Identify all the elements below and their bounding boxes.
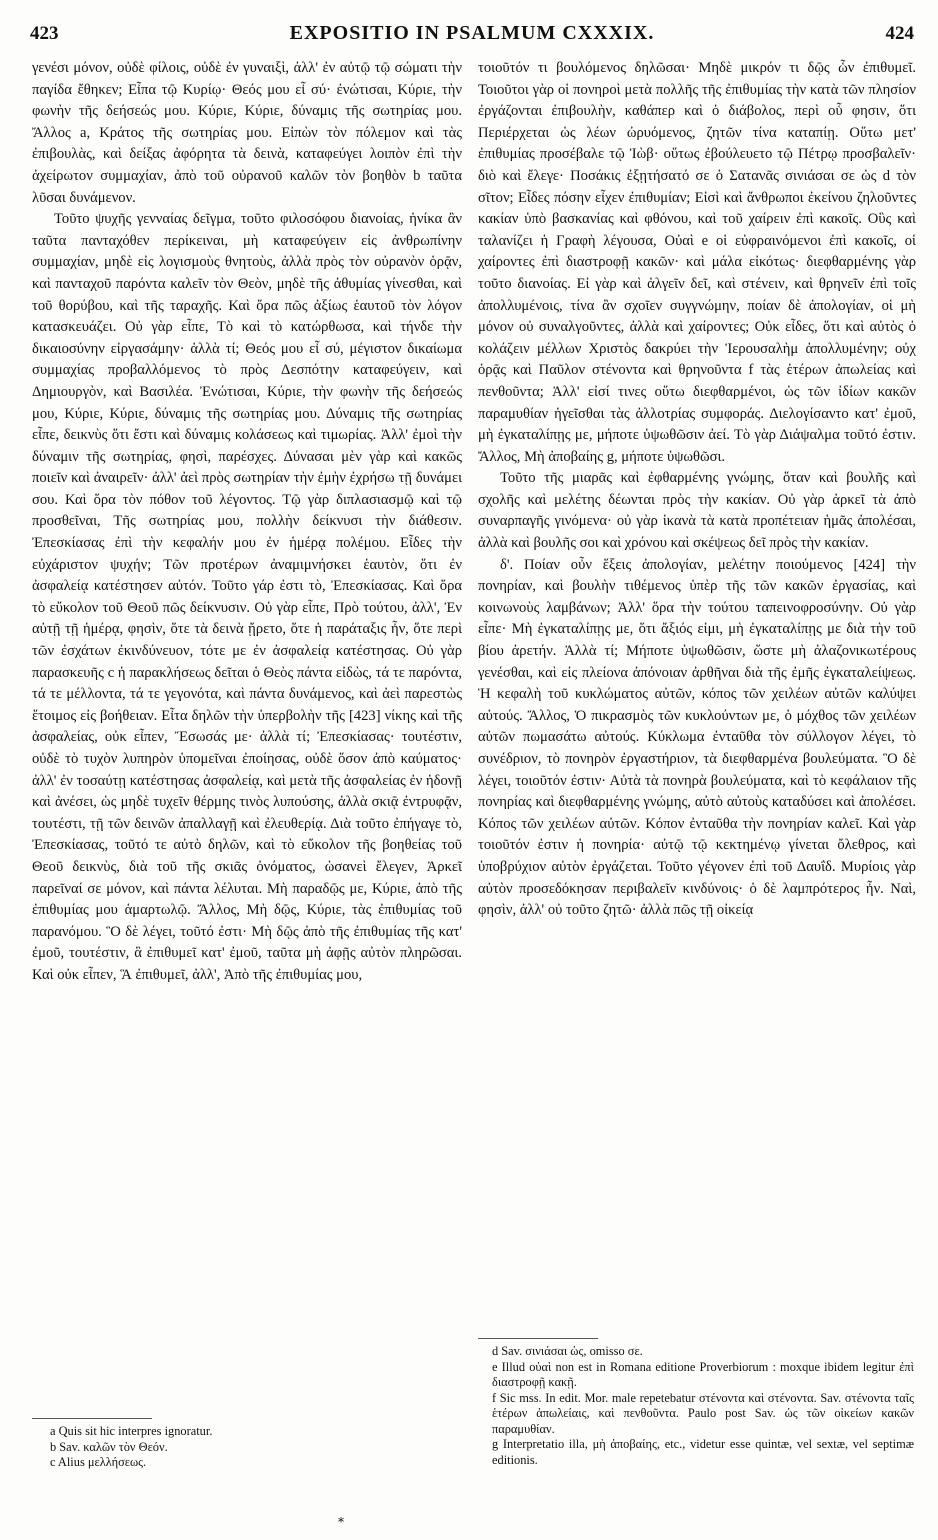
- footnote-c: c Alius μελλήσεως.: [50, 1455, 147, 1469]
- page-number-left: 423: [30, 23, 59, 44]
- page-title: EXPOSITIO IN PSALMUM CXXXIX.: [289, 22, 655, 44]
- left-paragraph-2: Τοῦτο ψυχῆς γενναίας δεῖγμα, τοῦτο φιλοσόφου διανοίας, ἡνίκα ἂν ταῦτα πανταχόθεν περίκειναι, μὴ καταφεύγειν εἰς ἀνθρωπίνην συμμαχίαν, μηδὲ εἰς λογισμοὺς θνητοὺς, ἀλλὰ πρὸς τὸν οὐρανὸν ὁρᾷν, καὶ πανταχοῦ παρόντα καλεῖν τὸν Θεὸν, μηδὲ τῆς ἀθυμίας γίνεσθαι, καὶ τοῦ θορύβου, καὶ τῆς ταραχῆς. Καὶ ὅρα πῶς ἀξίως ἑαυτοῦ τὸν λόγον κατασκευάζει. Οὐ γὰρ εἶπε, Τὸ καὶ τὸ κατώρθωσα, καὶ τήνδε τὴν δικαιοσύνην εἰργασάμην· ἀλλὰ τί; Θεός μου εἶ σύ, μέγιστον δικαίωμα συμμαχίας προβαλλόμενος τὸ πρὸς Δεσπότην καταφεύγειν, καὶ Δημιουργὸν, καὶ Βασιλέα. Ἐνώτισαι, Κύριε, τὴν φωνὴν τῆς δεήσεώς μου, Κύριε, Κύριε, δύναμις τῆς σωτηρίας μου. Δύναμις τῆς σωτηρίας εἶπε, δεικνὺς ὅτι ἔστι καὶ δύναμις κολάσεως καὶ τιμωρίας. Ἀλλ' ἐμοὶ τὴν δύναμιν τῆς σωτηρίας, φησὶ, παρέσχες. Δύνασαι μὲν γὰρ καὶ κακῶς ποιεῖν καὶ ἀναιρεῖν· ἀλλ' ἀεὶ πρὸς σωτηρίαν τὴν ἐμὴν ἐχρήσω τῇ δυνάμει σου. Καὶ ὅρα τὸν πόθον τοῦ λέγοντος. Τῷ γὰρ διπλασιασμῷ καὶ τῷ προσθεῖναι, Τῆς σωτηρίας μου, πολλὴν δείκνυσι τὴν διάθεσιν. Ἐπεσκίασας ἐπὶ τὴν κεφαλήν μου ἐν ἡμέρᾳ πολέμου. Εἶδες τὴν εὐχάριστον ψυχήν; Τῶν προτέρων ἀναμιμνήσκει ἑαυτὸν, ὅτι ἐν ἀσφαλείᾳ κατέστησεν αὐτόν. Τοῦτο γάρ ἐστι τὸ, Ἐπεσκίασας. Καὶ ὅρα τὸ εὔκολον τοῦ Θεοῦ πῶς δείκνυσιν. Οὐ γὰρ εἶπε, Πρὸ τούτου, ἀλλ', Ἐν αὐτῇ τῇ ἡμέρᾳ, φησὶν, ὅτε τὰ δεινὰ ᾔρετο, ὅτε ἡ παράταξις ἦν, ὅτε περὶ τῶν ἐσχάτων ἐκινδύνευον, τότε με ἐν ἀσφαλείᾳ κατέστησας. Οὐ γὰρ παρασκευῆς c ἡ παρακλήσεως δεῖται ὁ Θεὸς πάντα εἰδὼς, τά τε παρόντα, τά τε μέλλοντα, τά τε γεγονότα, καὶ πάντα δυνάμενος, καὶ ἀεὶ παρεστὼς ἕτοιμος εἰς βοήθειαν. Εἶτα δηλῶν τὴν ὑπερβολὴν τῆς [423] νίκης καὶ τῆς ἀσφαλείας, οὐκ εἶπεν, Ἔσωσάς με· ἀλλὰ τί; Ἐπεσκίασας· τουτέστιν, οὐδὲ τὸ τυχὸν λυπηρὸν ὑπομεῖναι ἐποίησας, οὐδὲ ὅσον ἀπὸ καύματος· ἀλλ' ἐν τοσαύτῃ κατέστησας ἀσφαλείᾳ, καὶ μετὰ τῆς ἀσφαλείας ἐν ἡδονῇ καὶ ἀνέσει, ὡς μηδὲ τυχεῖν θέρμης τινὸς λυπούσης, ἀλλὰ σκιᾷ ἐντρυφᾷν, τουτέστι, τῇ τῶν δεινῶν ἀπαλλαγῇ καὶ ἐλευθερίᾳ. Διὰ τοῦτο ἐπήγαγε τὸ, Ἐπεσκίασας, τοῦτό τε αὐτὸ δηλῶν, καὶ τὸ εὔκολον τῆς βοηθείας τοῦ Θεοῦ δεικνὺς, διὰ τοῦ τῆς σκιᾶς ὀνόματος, ὡσανεὶ ἔλεγεν, Ἀρκεῖ παρεῖναί σε μόνον, καὶ πάντα λέλυται. Μὴ παραδῷς με, Κύριε, ἀπὸ τῆς ἐπιθυμίας μου ἁμαρτωλῷ. Ἄλλος, Μὴ δῷς, Κύριε, τὰς ἐπιθυμίας τοῦ παρανόμου. Ὃ δὲ λέγει, τοῦτό ἐστι· Μὴ δῷς ἀπὸ τῆς ἐπιθυμίας τῆς κατ' ἐμοῦ, τουτέστιν, ἃ ἐπιθυμεῖ κατ' ἐμοῦ, ταῦτα μὴ ἀφῇς αὐτὸν πληρῶσαι. Καὶ οὐκ εἶπεν, Ἃ ἐπιθυμεῖ, ἀλλ', Ἀπὸ τῆς ἐπιθυμίας μου,: [32, 211, 462, 983]
- footnote-a: a Quis sit hic interpres ignoratur.: [50, 1424, 213, 1438]
- running-head: [30, 22, 914, 52]
- footnote-d: d Sav. σινιάσαι ὡς, omisso σε.: [492, 1344, 643, 1358]
- right-paragraph-3: δ'. Ποίαν οὖν ἕξεις ἀπολογίαν, μελέτην ποιούμενος [424] τὴν πονηρίαν, καὶ βουλὴν τιθέμενος ὑπὲρ τῆς τῶν κακῶν ἐργασίας, καὶ κοινωνοὺς λαμβάνων; Ἀλλ' ὅρα τὴν τούτου ταπεινοφροσύνην. Οὐ γὰρ εἶπε· Μὴ ἐγκαταλίπῃς με, ὅτι ἄξιός εἰμι, μὴ ἐγκαταλίπῃς με διὰ τὴν τοῦ βίου ἀρετήν. Ἀλλὰ τί; Μήποτε ὑψωθῶσιν, ὥστε μὴ ἀλαζονικωτέρους γενέσθαι, καὶ εἰς πλείονα ἀπόνοιαν ἀρθῆναι διὰ τῆς ἐμῆς ἐγκαταλείψεως. Ἡ κεφαλὴ τοῦ κυκλώματος αὐτῶν, κόπος τῶν χειλέων αὐτῶν καλύψει αὐτούς. Ἄλλος, Ὁ πικρασμὸς τῶν κυκλούντων με, ὁ μόχθος τῶν χειλέων αὐτῶν πωμασάτω αὐτούς. Κύκλωμα ἐνταῦθα τὸν σύλλογον λέγει, τὸ συνέδριον, τὸ πονηρὸν ἐργαστήριον, τὰ διεφθαρμένα βουλεύματα. Ὃ δὲ λέγει, τοιοῦτόν ἐστιν· Αὐτὰ τὰ πονηρὰ βουλεύματα, καὶ τὸ κεφάλαιον τῆς πονηρίας καὶ διεφθαρμένης γνώμης, αὐτὸ αὐτοὺς καταδύσει καὶ ἀπολέσει. Κόπος τῶν χειλέων αὐτῶν. Κόπον ἐνταῦθα τὴν πονηρίαν καλεῖ. Καὶ γὰρ τοιοῦτόν ἐστιν ἡ πονηρία· αὐτῷ τῷ κεκτημένῳ γίνεται ὄλεθρος, καὶ ὑποβρύχιον αὐτὸν ἐργάζεται. Τοῦτο γέγονεν ἐπὶ τοῦ Δαυΐδ. Μυρίοις γὰρ αὐτὸν προσεδόκησαν περιβαλεῖν κινδύνοις· ὁ δὲ λαμπρότερος ἦν. Ναὶ, φησὶν, ἀλλ' οὐ τοῦτο ζητῶ· ἀλλὰ πῶς τῇ οἰκείᾳ: [478, 556, 916, 919]
- left-paragraph-1: γενέσι μόνον, οὐδὲ φίλοις, οὐδὲ ἐν γυναιξὶ, ἀλλ' ἐν αὐτῷ τῷ σώματι τὴν παγίδα ἔθηκεν; Εἶπα τῷ Κυρίῳ· Θεός μου εἶ σύ· ἐνώτισαι, Κύριε, τὴν φωνὴν τῆς δεήσεώς μου. Κύριε, Κύριε, δύναμις τῆς σωτηρίας μου. Ἄλλος a, Κράτος τῆς σωτηρίας μου. Εἰπὼν τὸν πόλεμον καὶ τὰς ἐπιβουλὰς, καὶ δείξας ἀφόρητα τὰ δεινὰ, καταφεύγει λοιπὸν ἐπὶ τὴν ἀχείρωτον συμμαχίαν, ἀπὸ τοῦ οὐρανοῦ καλῶν τὸν βοηθὸν b ταῦτα λῦσαι δυνάμενον.: [32, 60, 462, 206]
- left-column: [32, 58, 462, 987]
- right-paragraph-1: τοιοῦτόν τι βουλόμενος δηλῶσαι· Μηδὲ μικρόν τι δῷς ὧν ἐπιθυμεῖ. Τοιοῦτοι γὰρ οἱ πονηροὶ μετὰ πολλῆς τῆς ἐπιθυμίας τὴν κατὰ τῶν πλησίον ἐργάζονται ἐπιβουλὴν, καθάπερ καὶ ὁ διάβολος, περὶ οὗ φησιν, ὅτι Περιέρχεται ὡς λέων ὠρυόμενος, ζητῶν τίνα καταπίῃ. Οὕτω μετ' ἐπιθυμίας προσέβαλε τῷ Ἰὼβ· οὕτως ἐβούλευετο τῷ Πέτρῳ προσβαλεῖν· διὸ καὶ ἔλεγε· Ποσάκις ἐξῃτήσατό σε ὁ Σατανᾶς σινιάσαι σε ὡς d τὸν σῖτον; Εἶδες πόσην εἶχεν ἐπιθυμίαν; Εἰσὶ καὶ ἄνθρωποι ἐκείνου ζηλοῦντες κακίαν ὑπὸ βασκανίας καὶ φθόνου, καὶ τοῦ χαίρειν ἐπὶ κακοῖς. Οὓς καὶ ταλανίζει ἡ Γραφὴ λέγουσα, Οὐαὶ e οἱ εὐφραινόμενοι ἐπὶ κακοῖς, οἱ χαίροντες ἐπὶ διαστροφῇ κακῶν· καὶ μάλα εἰκότως· διεφθαρμένης γὰρ τοῦτο διανοίας. Εἰ γὰρ καὶ ἀλγεῖν δεῖ, καὶ στένειν, καὶ θρηνεῖν ἐπὶ τοῖς ἀπολλυμένοις, τίνα ἂν σχοῖεν συγγνώμην, ποίαν δὲ ἀπολογίαν, οἱ μὴ μόνον οὐ συναλγοῦντες, ἀλλὰ καὶ χαίροντες; Οὐκ εἶδες, ὅτι καὶ αὐτὸς ὁ κολάζειν μέλλων Χριστὸς δακρύει τὴν Ἱερουσαλὴμ ἀπολλυμένην; οὐχ ὁρᾷς καὶ Παῦλον στένοντα καὶ θρηνοῦντα f τὰς ἑτέρων ἀπωλείας καὶ πενθοῦντα; Ἀλλ' εἰσί τινες οὕτω διεφθαρμένοι, ὡς τῶν ἰδίων κακῶν παραμυθίαν ἡγεῖσθαι τὰς ἀλλοτρίας συμφοράς. Διελογίσαντο κατ' ἐμοῦ, μὴ ἐγκαταλίπῃς με, μήποτε ὑψωθῶσιν ἀεί. Τὸ γὰρ Διάψαλμα τοῦτό ἐστιν. Ἄλλος, Μὴ ἀποβαίης g, μήποτε ὑψωθῶσι.: [478, 60, 916, 465]
- footnotes-right: [492, 1344, 914, 1468]
- footnote-b: b Sav. καλῶν τὸν Θεόν.: [50, 1439, 168, 1454]
- bottom-mark: *: [338, 1515, 344, 1529]
- footnote-rule-right: [478, 1338, 598, 1339]
- footnote-rule-left: [32, 1418, 152, 1419]
- page-number-right: 424: [885, 23, 914, 44]
- right-column: [478, 58, 916, 922]
- footnote-g: g Interpretatio illa, μὴ ἀποβαίης, etc., videtur esse quintæ, vel sextæ, vel septimæ editionis.: [492, 1437, 914, 1467]
- footnote-f: f Sic mss. In edit. Mor. male repetebatur στένοντα καὶ στένοντα. Sav. στένοντα ταῖς ἑτέρων ἀπωλείαις, καὶ πενθοῦντα. Paulo post Sav. ὡς τῶν οἰκείων κακῶν παραμυθίαν.: [492, 1390, 914, 1436]
- footnotes-left: [50, 1424, 450, 1471]
- footnote-e: e Illud οὐαὶ non est in Romana editione Proverbiorum : moxque ibidem legitur ἐπὶ διαστροφῇ κακῇ.: [492, 1359, 914, 1389]
- right-paragraph-2: Τοῦτο τῆς μιαρᾶς καὶ ἐφθαρμένης γνώμης, ὅταν καὶ βουλῆς καὶ σχολῆς καὶ μελέτης δέωνται πρὸς τὴν κακίαν. Οὐ γὰρ ἀρκεῖ τὰ ἀπὸ συναρπαγῆς γινόμενα· οὐ γὰρ ἱκανὰ τὰ κατὰ προπέτειαν ἡμᾶς ἀπολέσαι, ἀλλὰ καὶ βουλῆς σοι καὶ χρόνου καὶ σκέψεως δεῖ πρὸς τὴν κακίαν.: [478, 470, 916, 552]
